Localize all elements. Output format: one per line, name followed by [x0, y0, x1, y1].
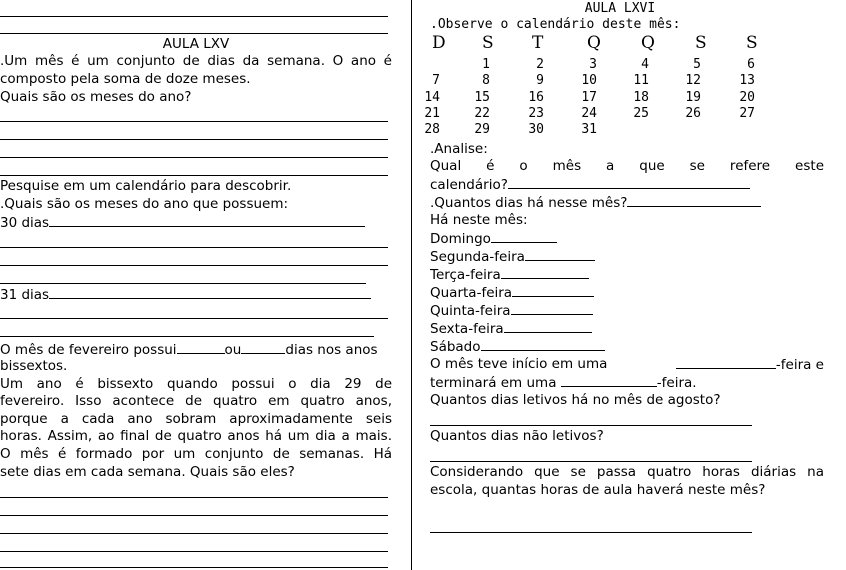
answer-line[interactable] [430, 532, 752, 533]
answer-line [0, 16, 388, 17]
answer-blank[interactable] [627, 194, 761, 207]
answer-line[interactable] [0, 175, 388, 176]
calendar-day: 23 [528, 106, 544, 121]
calendar-day: 28 [424, 122, 440, 137]
question-start: O mês teve início em uma -feira e [430, 356, 824, 373]
answer-line [0, 33, 388, 34]
day-saturday: Sábado [430, 338, 605, 356]
observe-instruction: .Observe o calendário deste mês: [430, 17, 681, 32]
day-monday: Segunda-feira [430, 248, 595, 266]
answer-blank[interactable] [504, 320, 592, 333]
weekday-header: T [532, 33, 544, 53]
answer-line[interactable] [0, 283, 366, 284]
calendar-day: 3 [589, 57, 597, 72]
lesson-title: AULA LXV [162, 36, 230, 52]
leap-year-text: sete dias em cada semana. Quais são eles? [0, 464, 295, 480]
question-days: .Quantos dias há nesse mês? [430, 194, 761, 212]
calendar-day: 16 [528, 90, 544, 105]
leap-year-text: horas. Assim, ao final de quatro anos há um dia a mais. [0, 428, 392, 444]
calendar-day: 18 [633, 90, 649, 105]
question-months: Quais são os meses do ano? [0, 89, 192, 105]
analise-heading: .Analise: [430, 141, 488, 157]
day-friday: Sexta-feira [430, 320, 592, 338]
calendar-day: 24 [581, 106, 597, 121]
calendar-day: 4 [641, 57, 649, 72]
answer-blank[interactable] [525, 248, 595, 261]
calendar-day: 31 [581, 122, 597, 137]
intro-line: .Um mês é um conjunto de dias da semana. O ano é [0, 53, 392, 69]
days-30-label: 30 dias [0, 214, 365, 232]
day-sunday: Domingo [430, 230, 557, 248]
weekday-header: Q [587, 33, 601, 53]
calendar-day: 19 [685, 90, 701, 105]
leap-year-text: porque a cada ano sobram aproximadamente seis [0, 411, 392, 427]
calendar-day: 20 [739, 90, 755, 105]
day-thursday: Quinta-feira [430, 302, 593, 320]
calendar-day: 2 [536, 57, 544, 72]
answer-blank[interactable] [491, 230, 557, 243]
calendar-day: 27 [739, 106, 755, 121]
answer-blank[interactable] [561, 374, 657, 387]
question-end: terminará em uma -feira. [430, 375, 697, 391]
answer-blank[interactable] [241, 341, 285, 354]
answer-line[interactable] [0, 265, 388, 266]
weekday-header: Q [641, 33, 655, 53]
answer-blank[interactable] [49, 214, 365, 227]
calendar-day: 21 [424, 106, 440, 121]
calendar-day: 12 [685, 73, 701, 88]
calendar-day: 15 [474, 90, 490, 105]
question-hours-cont: escola, quantas horas de aula haverá neste mês? [430, 482, 766, 498]
calendar-day: 17 [581, 90, 597, 105]
answer-line[interactable] [0, 551, 388, 552]
day-tuesday: Terça-feira [430, 266, 589, 284]
weekday-header: S [482, 33, 494, 53]
answer-line[interactable] [430, 425, 752, 426]
answer-line[interactable] [0, 247, 388, 248]
calendar-day: 5 [693, 57, 701, 72]
leap-year-text: Um ano é bissexto quando possui o dia 29 de [0, 376, 392, 392]
question-hours: Considerando que se passa quatro horas diárias na [430, 464, 824, 480]
question-school-days: Quantos dias letivos há no mês de agosto? [430, 392, 721, 408]
research-instruction: Pesquise em um calendário para descobrir. [0, 178, 292, 194]
answer-blank[interactable] [512, 284, 594, 297]
answer-blank[interactable] [508, 176, 750, 189]
answer-line[interactable] [0, 157, 388, 158]
days-31-label: 31 dias [0, 286, 371, 304]
calendar-day: 1 [482, 57, 490, 72]
question-non-school-days: Quantos dias não letivos? [430, 428, 604, 444]
calendar-day: 13 [739, 73, 755, 88]
answer-blank[interactable] [49, 286, 371, 299]
intro-line: composto pela soma de doze meses. [0, 71, 251, 87]
answer-line[interactable] [0, 515, 388, 516]
lesson-66 [424, 0, 824, 570]
answer-blank[interactable] [177, 341, 225, 354]
answer-blank[interactable] [676, 356, 776, 369]
calendar-day: 7 [432, 73, 440, 88]
calendar-day: 25 [633, 106, 649, 121]
calendar-day: 6 [747, 57, 755, 72]
lesson-65 [0, 0, 392, 570]
calendar-day: 14 [424, 90, 440, 105]
weekday-header: D [432, 33, 446, 53]
calendar-day: 11 [633, 73, 649, 88]
calendar-day: 26 [685, 106, 701, 121]
calendar-day: 9 [536, 73, 544, 88]
day-wednesday: Quarta-feira [430, 284, 594, 302]
lesson-title: AULA LXVI [584, 1, 656, 16]
answer-line[interactable] [0, 533, 388, 534]
calendar-day: 8 [482, 73, 490, 88]
which-months-question: .Quais são os meses do ano que possuem: [0, 196, 289, 212]
calendar-day: 30 [528, 122, 544, 137]
answer-line[interactable] [0, 139, 388, 140]
february-question-end: bissextos. [0, 358, 68, 374]
calendar-day: 22 [474, 106, 490, 121]
answer-blank[interactable] [501, 266, 589, 279]
leap-year-text: fevereiro. Isso acontece de quatro em quatro anos, [0, 393, 392, 409]
leap-year-text: O mês é formado por um conjunto de semanas. Há [0, 446, 392, 462]
question-month-cont: calendário? [430, 176, 750, 194]
answer-line[interactable] [0, 497, 388, 498]
has-this-month: Há neste mês: [430, 212, 528, 228]
calendar-day: 10 [581, 73, 597, 88]
calendar-day: 29 [474, 122, 490, 137]
answer-blank[interactable] [481, 338, 605, 351]
question-month: Qual é o mês a que se refere este [430, 158, 824, 174]
answer-line[interactable] [430, 461, 752, 462]
weekday-header: S [746, 33, 758, 53]
answer-blank[interactable] [511, 302, 593, 315]
answer-line[interactable] [0, 336, 374, 337]
february-question: O mês de fevereiro possui ou dias nos anos [0, 342, 378, 358]
answer-line[interactable] [0, 121, 388, 122]
answer-line[interactable] [0, 318, 388, 319]
answer-line[interactable] [0, 567, 388, 568]
weekday-header: S [695, 33, 707, 53]
